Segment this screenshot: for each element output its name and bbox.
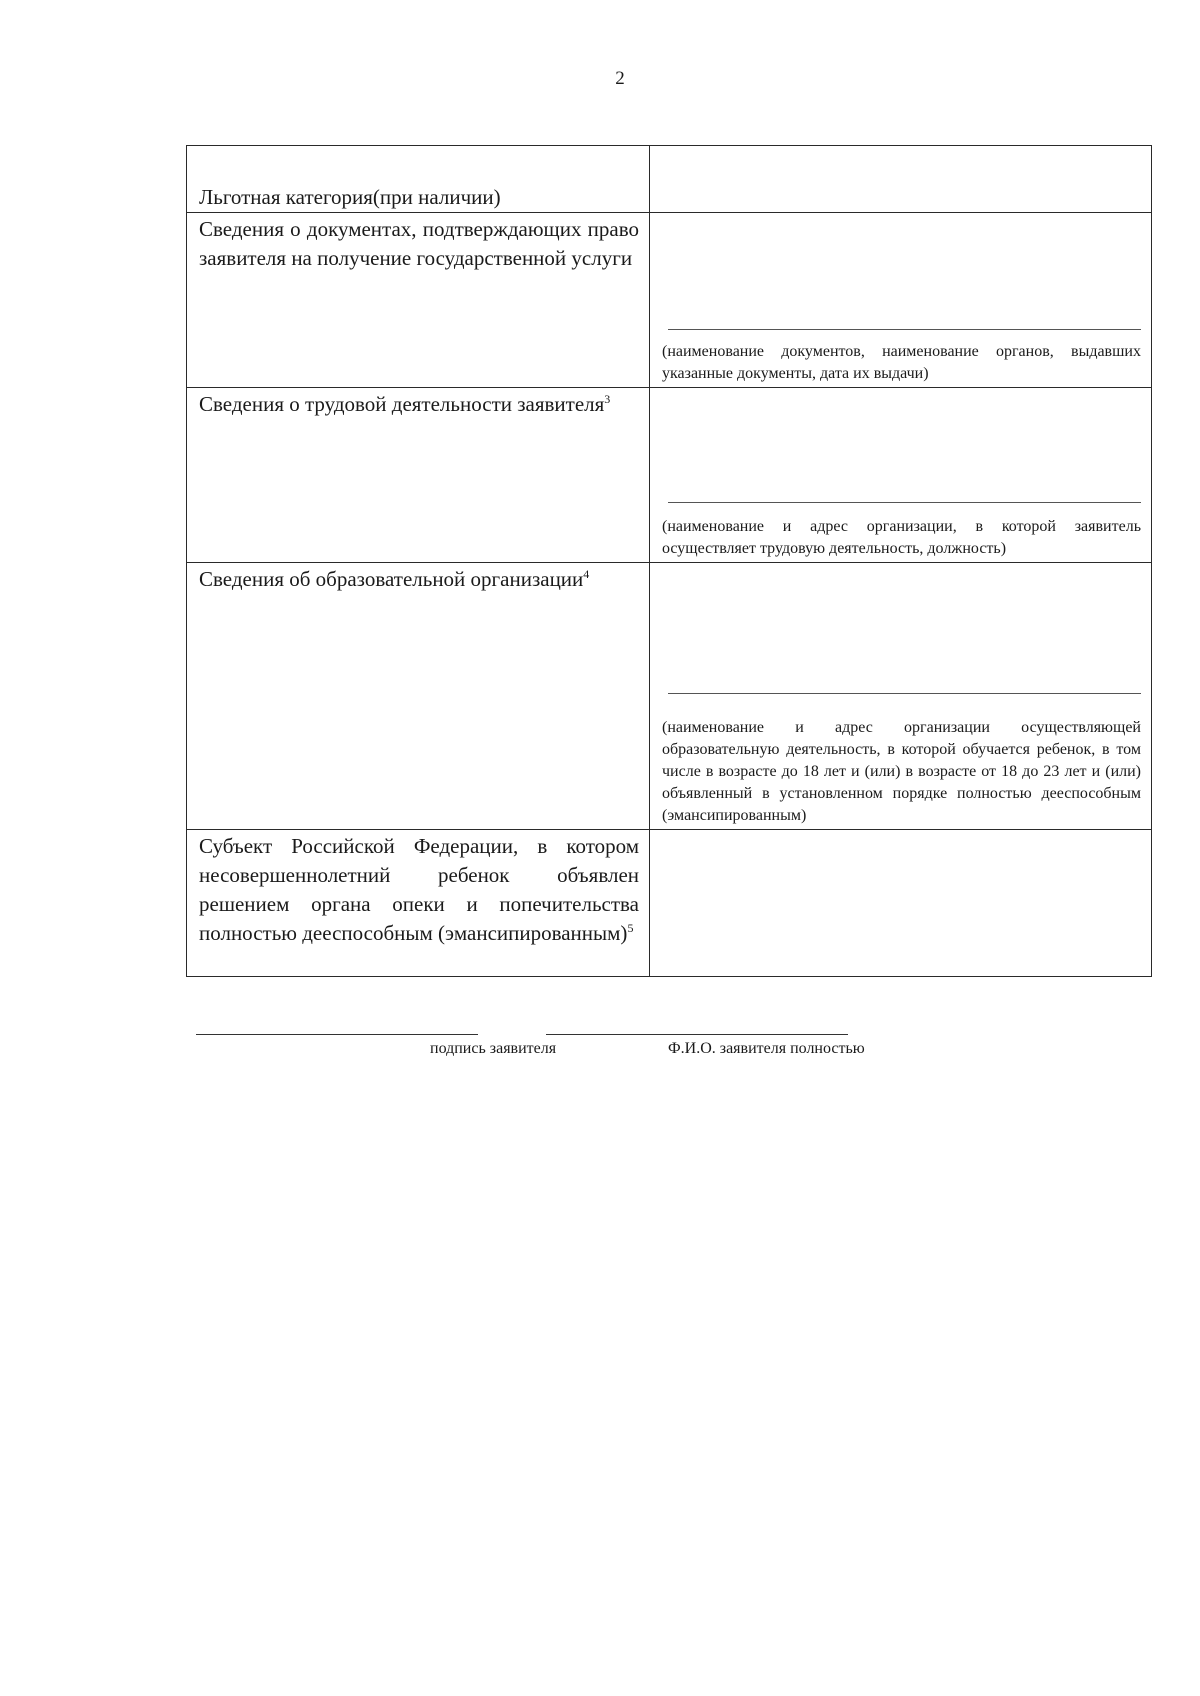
footnote-marker: 5: [627, 921, 634, 935]
federal-subject-field[interactable]: [650, 830, 1152, 977]
page-number: 2: [615, 68, 625, 89]
label-cell: [187, 388, 650, 563]
fill-line: [668, 502, 1141, 503]
employment-field[interactable]: [650, 388, 1152, 563]
footnote-marker: 4: [583, 567, 590, 581]
row-label: Сведения о трудовой деятельности заявителя: [199, 392, 605, 416]
field-hint: (наименование и адрес организации осуществляющей образовательную деятельность, в которой обучается ребенок, в том числе в возрасте до 18 лет и (или) в возрасте от 18 до 23 лет и (или) объявленный в установленном порядке полностью дееспособным (эмансипированным): [662, 719, 1141, 824]
documents-field[interactable]: [650, 213, 1152, 388]
table-row-education: [187, 563, 1152, 830]
fill-line: [668, 329, 1141, 330]
signature-caption: подпись заявителя: [430, 1040, 557, 1057]
row-label: Сведения о документах, подтверждающих право заявителя на получение государственной услуги: [199, 217, 639, 270]
label-cell: [187, 146, 650, 213]
fill-line: [668, 693, 1141, 694]
signature-line[interactable]: [196, 1034, 478, 1035]
label-cell: [187, 830, 650, 977]
field-hint: (наименование документов, наименование органов, выдавших указанные документы, дата их выдачи): [662, 343, 1141, 382]
row-label: Субъект Российской Федерации, в котором несовершеннолетний ребенок объявлен решением органа опеки и попечительства полностью дееспособным (эмансипированным): [199, 834, 639, 945]
table-row-documents: [187, 213, 1152, 388]
label-cell: [187, 563, 650, 830]
label-cell: [187, 213, 650, 388]
table-row-federal-subject: [187, 830, 1152, 977]
benefit-category-field[interactable]: [650, 146, 1152, 213]
application-form-table: [186, 145, 1152, 977]
row-label: Сведения об образовательной организации: [199, 567, 584, 591]
field-hint: (наименование и адрес организации, в которой заявитель осуществляет трудовую деятельность, должность): [662, 518, 1141, 557]
row-label: Льготная категория(при наличии): [199, 185, 501, 209]
footnote-marker: 3: [604, 392, 611, 406]
education-field[interactable]: [650, 563, 1152, 830]
table-row-benefit-category: [187, 146, 1152, 213]
full-name-caption: Ф.И.О. заявителя полностью: [668, 1040, 865, 1057]
table-row-employment: [187, 388, 1152, 563]
full-name-line[interactable]: [546, 1034, 848, 1035]
